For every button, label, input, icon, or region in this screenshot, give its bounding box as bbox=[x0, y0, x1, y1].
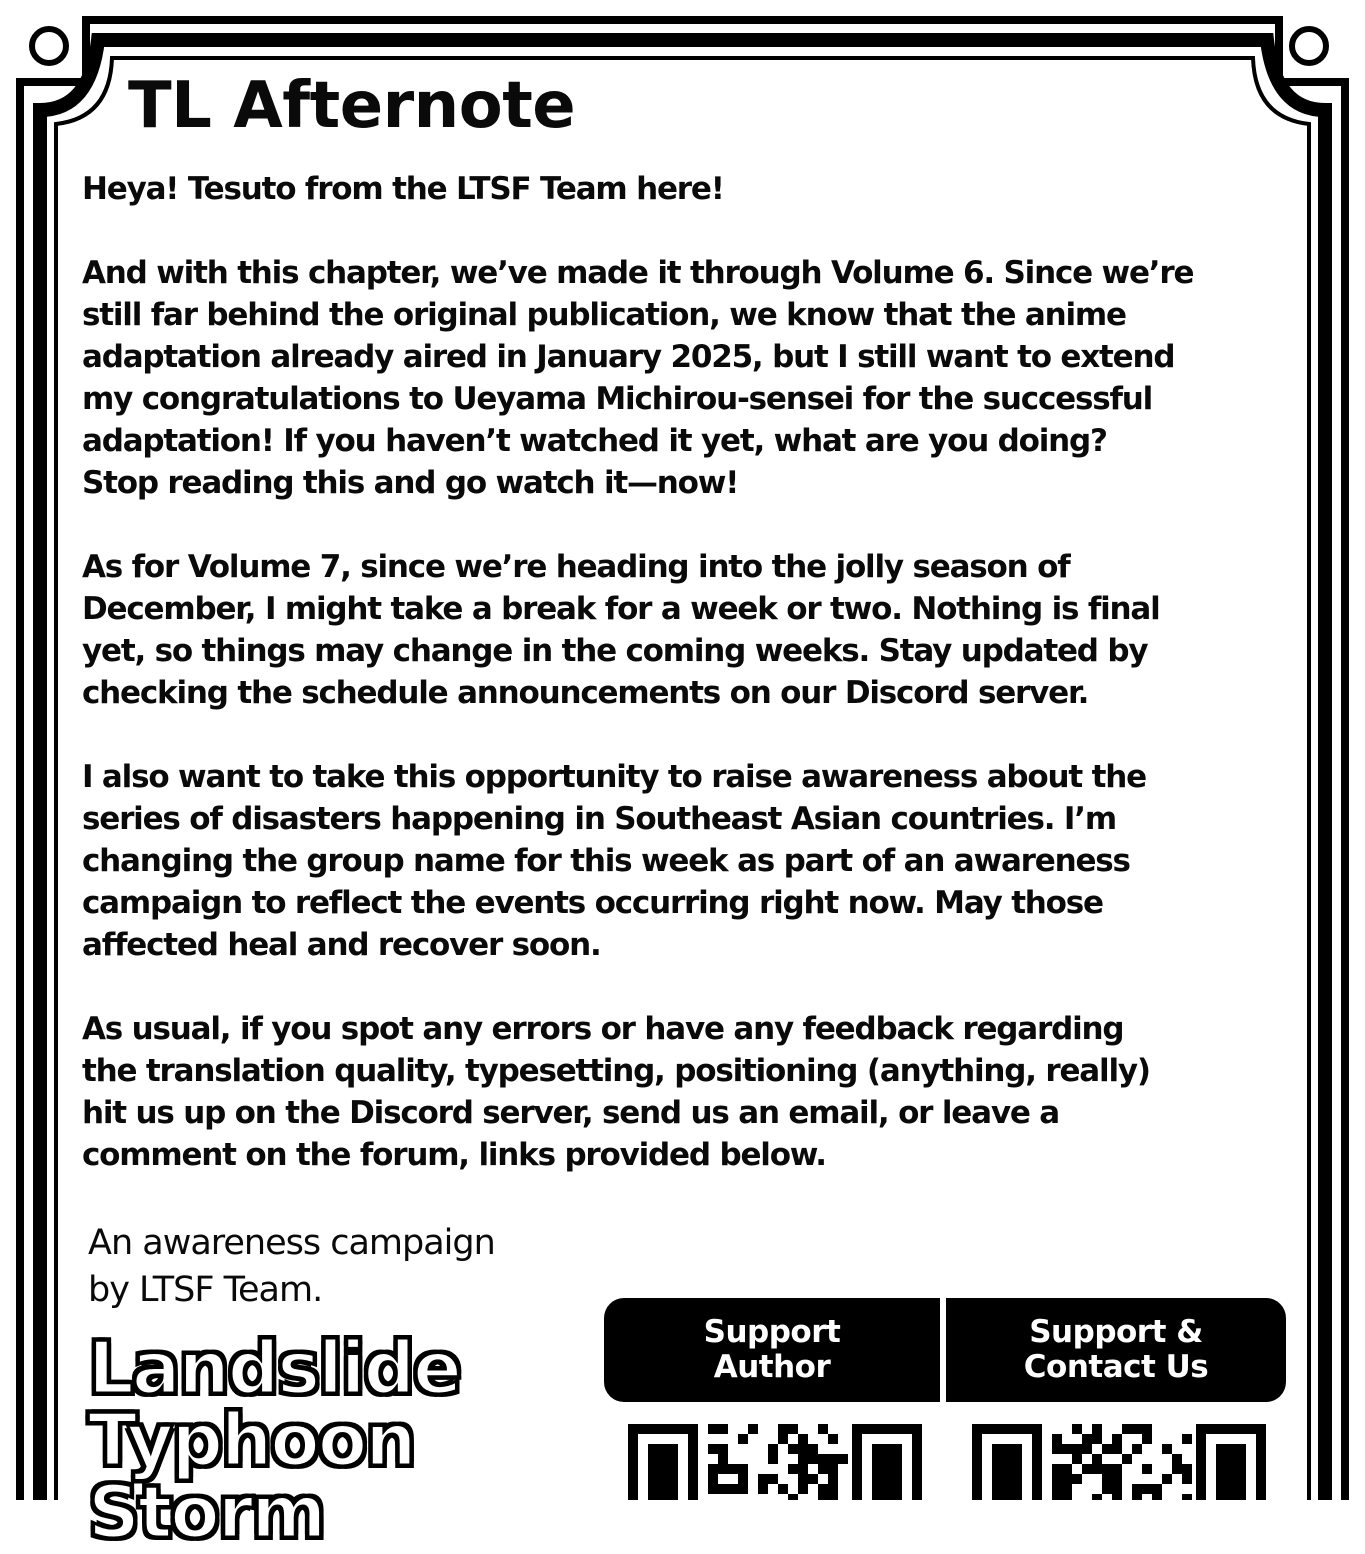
qr-code-contact-icon[interactable] bbox=[972, 1424, 1266, 1500]
paragraph-volume-6 bbox=[82, 252, 1297, 504]
paragraph-volume-7 bbox=[82, 546, 1297, 714]
text-line: campaign to reflect the events occurring right now. May those bbox=[82, 885, 1103, 921]
text-line: comment on the forum, links provided below. bbox=[82, 1137, 826, 1173]
text-line: hit us up on the Discord server, send us an email, or leave a bbox=[82, 1095, 1059, 1131]
button-label: Support & bbox=[1029, 1314, 1203, 1350]
page-title: TL Afternote bbox=[128, 69, 576, 143]
text-line: I also want to take this opportunity to raise awareness about the bbox=[82, 759, 1146, 795]
button-label: Author bbox=[713, 1349, 831, 1385]
text-line: yet, so things may change in the coming weeks. Stay updated by bbox=[82, 633, 1148, 669]
logo-word: Landslide bbox=[88, 1326, 460, 1410]
text-line: Stop reading this and go watch it—now! bbox=[82, 465, 739, 501]
text-line: adaptation! If you haven’t watched it yet, what are you doing? bbox=[82, 423, 1107, 459]
support-contact-button[interactable] bbox=[946, 1298, 1286, 1402]
logo-word: Storm bbox=[88, 1470, 325, 1554]
campaign-line: by LTSF Team. bbox=[88, 1270, 323, 1310]
qr-code-author-icon[interactable] bbox=[628, 1424, 922, 1500]
text-line: series of disasters happening in Southeast Asian countries. I’m bbox=[82, 801, 1116, 837]
text-line: affected heal and recover soon. bbox=[82, 927, 601, 963]
text-line: the translation quality, typesetting, positioning (anything, really) bbox=[82, 1053, 1150, 1089]
text-line: adaptation already aired in January 2025, but I still want to extend bbox=[82, 339, 1175, 375]
text-line: my congratulations to Ueyama Michirou-sensei for the successful bbox=[82, 381, 1153, 417]
text-line: As for Volume 7, since we’re heading into the jolly season of bbox=[82, 549, 1070, 585]
paragraph-awareness bbox=[82, 756, 1297, 966]
group-logo bbox=[88, 1326, 488, 1554]
button-label: Support bbox=[703, 1314, 841, 1350]
text-line: And with this chapter, we’ve made it through Volume 6. Since we’re bbox=[82, 255, 1194, 291]
campaign-credit bbox=[88, 1220, 495, 1314]
paragraph-greeting bbox=[82, 168, 1297, 210]
paragraph-feedback bbox=[82, 1008, 1297, 1176]
campaign-line: An awareness campaign bbox=[88, 1223, 495, 1263]
text-line: changing the group name for this week as part of an awareness bbox=[82, 843, 1130, 879]
support-author-button[interactable] bbox=[604, 1298, 940, 1402]
text-line: As usual, if you spot any errors or have any feedback regarding bbox=[82, 1011, 1124, 1047]
afternote-body bbox=[82, 168, 1297, 1218]
button-label: Contact Us bbox=[1023, 1349, 1209, 1385]
text-line: Heya! Tesuto from the LTSF Team here! bbox=[82, 171, 724, 207]
logo-word: Typhoon bbox=[88, 1398, 415, 1482]
text-line: December, I might take a break for a week or two. Nothing is final bbox=[82, 591, 1160, 627]
text-line: still far behind the original publication, we know that the anime bbox=[82, 297, 1126, 333]
text-line: checking the schedule announcements on our Discord server. bbox=[82, 675, 1089, 711]
